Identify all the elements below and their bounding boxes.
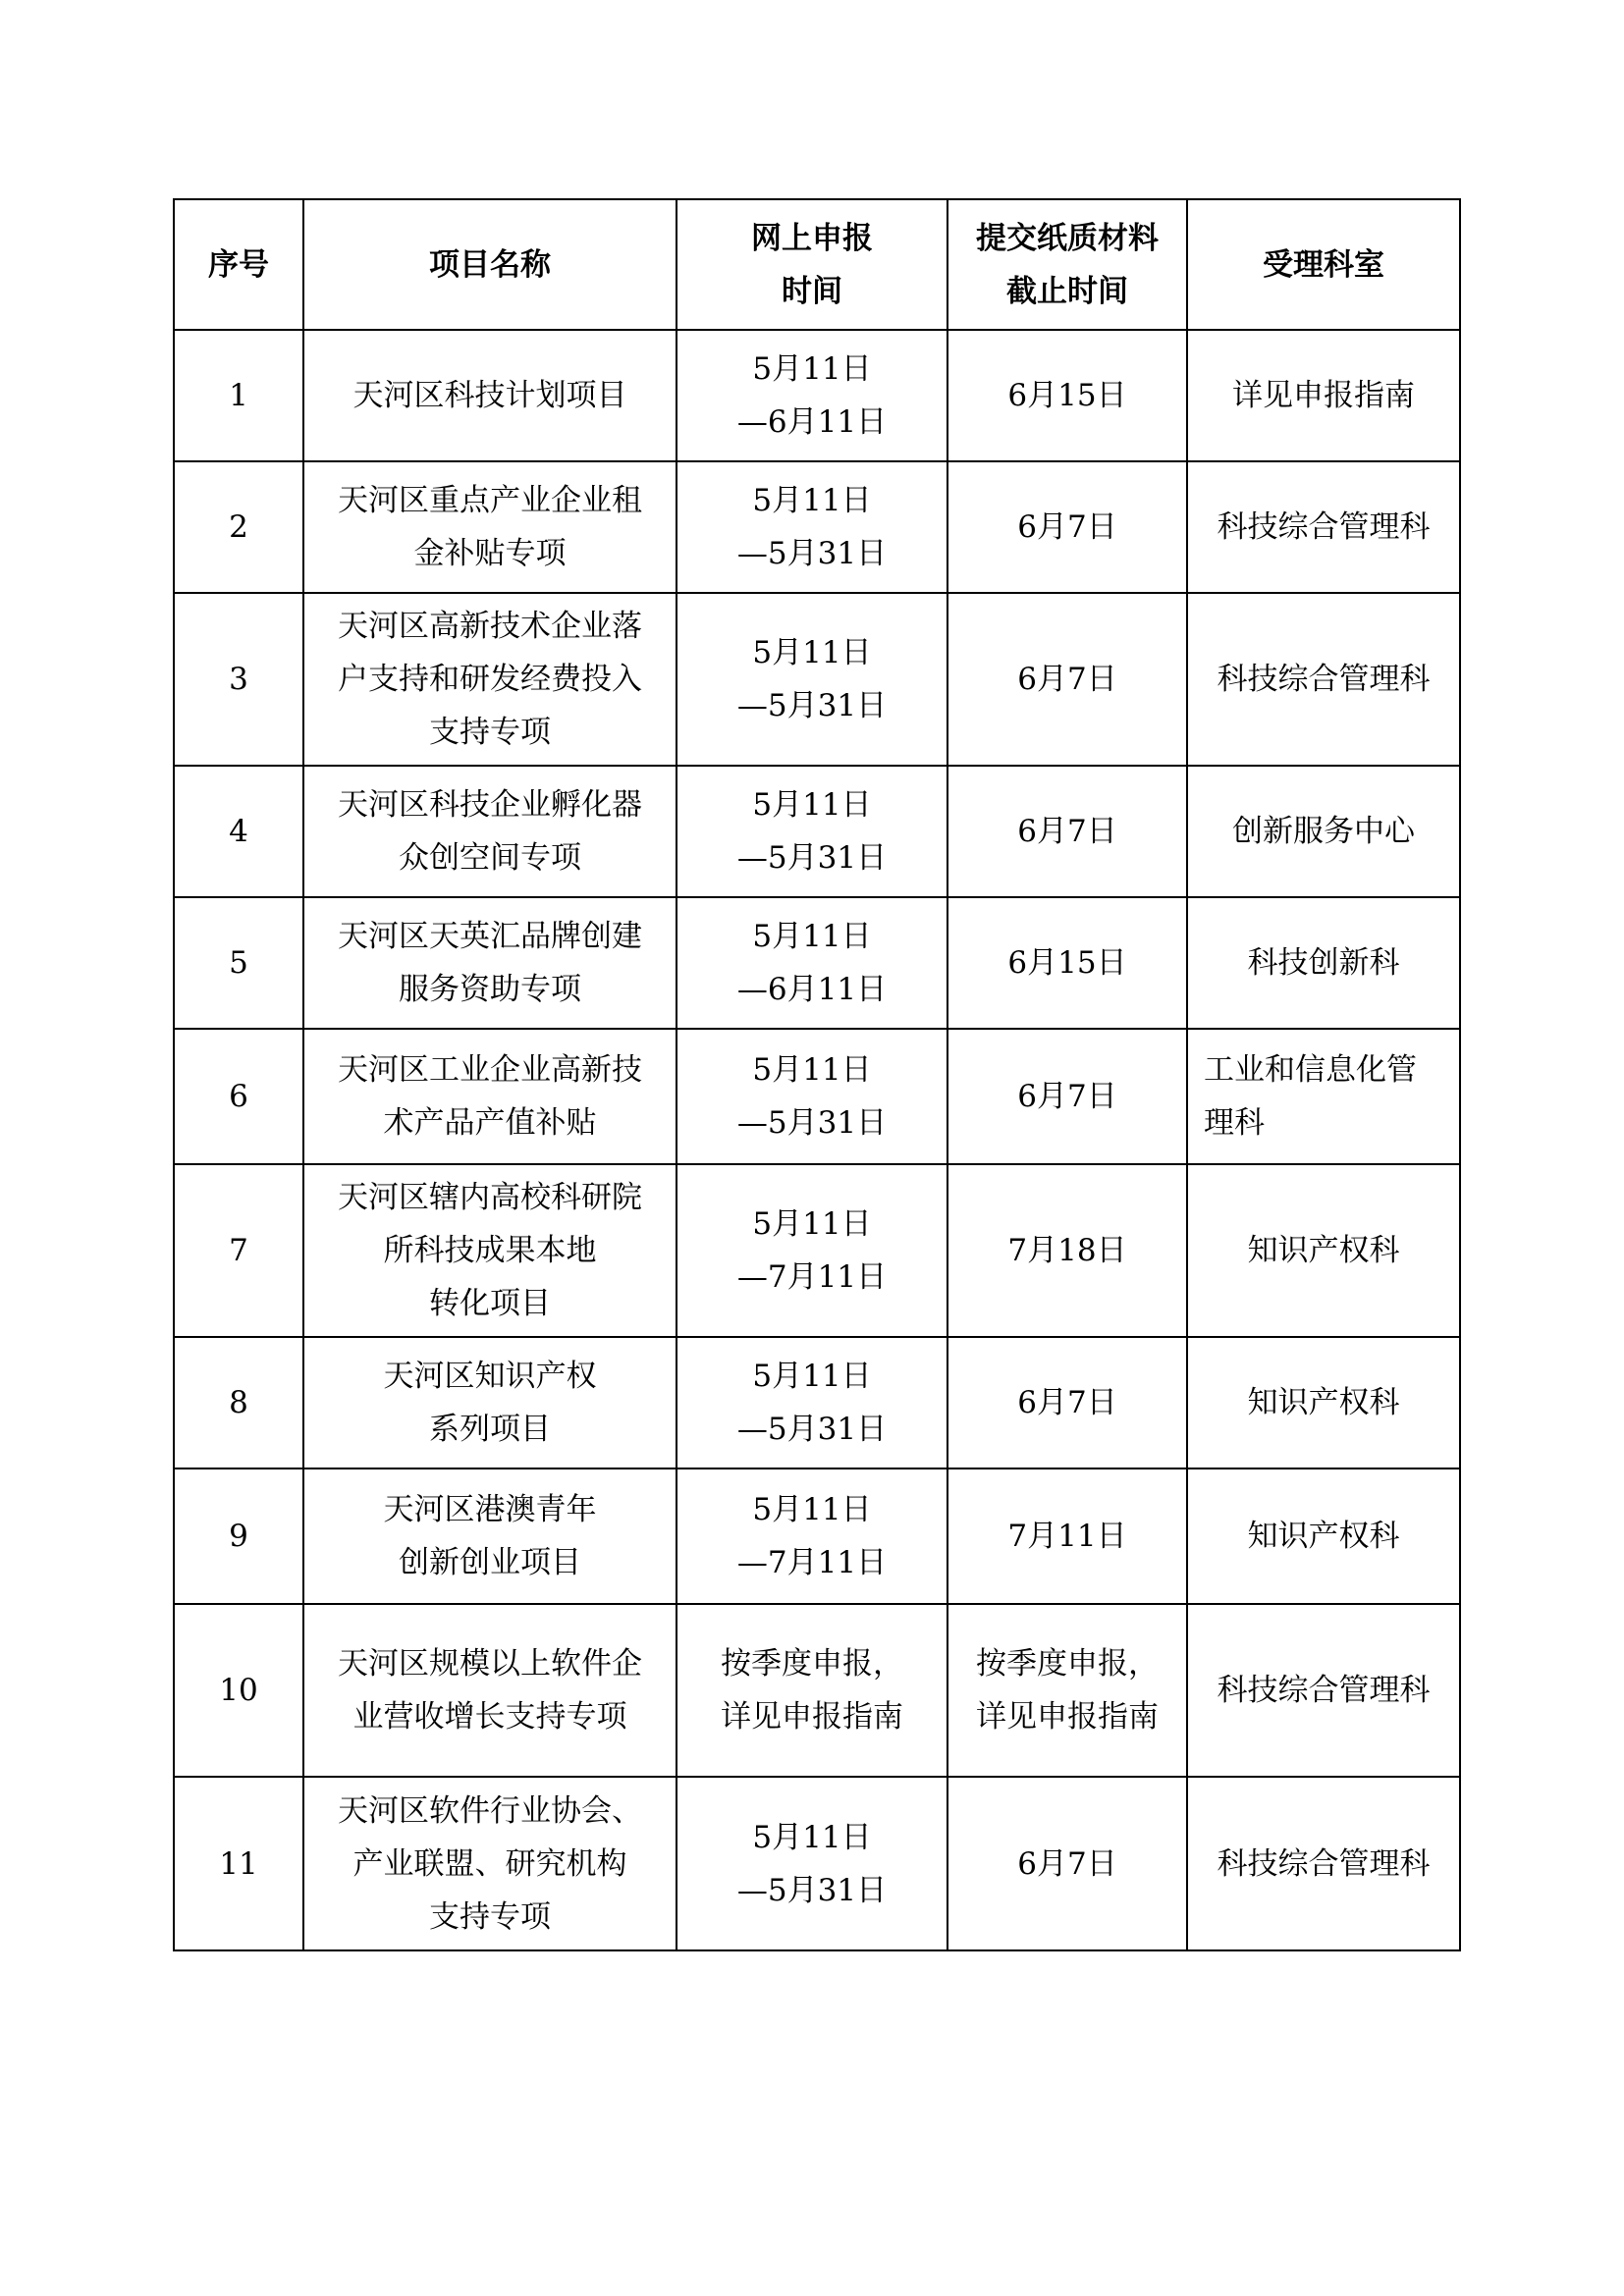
cell-project-name-line: 天河区天英汇品牌创建 — [338, 919, 642, 954]
cell-project-name-line: 天河区软件行业协会、 — [338, 1792, 642, 1829]
header-name: 项目名称 — [303, 199, 677, 330]
cell-project-name — [303, 593, 677, 766]
cell-no-text: 3 — [229, 662, 248, 697]
cell-no-text: 2 — [229, 509, 248, 545]
cell-no — [174, 330, 303, 461]
cell-online-time-line: 5月11日 — [752, 1052, 872, 1088]
cell-paper-deadline — [947, 897, 1187, 1029]
cell-paper-deadline-line: 6月7日 — [1017, 509, 1117, 545]
cell-no-text: 9 — [229, 1519, 248, 1554]
table-row — [174, 330, 1460, 461]
cell-department — [1187, 461, 1460, 593]
cell-project-name-line: 转化项目 — [429, 1286, 551, 1321]
cell-no-text: 4 — [229, 814, 248, 849]
cell-department-line: 科技综合管理科 — [1217, 1845, 1431, 1882]
cell-paper-deadline — [947, 330, 1187, 461]
cell-online-time-line: 5月11日 — [752, 1359, 872, 1394]
table-row — [174, 461, 1460, 593]
cell-department-line: 科技创新科 — [1247, 945, 1400, 981]
cell-online-time — [677, 766, 947, 897]
cell-project-name — [303, 1164, 677, 1337]
cell-department — [1187, 897, 1460, 1029]
cell-no — [174, 1604, 303, 1777]
cell-no-text: 10 — [219, 1673, 258, 1708]
cell-project-name-line: 天河区辖内高校科研院 — [338, 1180, 642, 1215]
cell-project-name-line: 天河区科技计划项目 — [352, 378, 627, 413]
cell-paper-deadline — [947, 766, 1187, 897]
cell-project-name-line: 户支持和研发经费投入 — [338, 662, 642, 697]
cell-department-line: 科技综合管理科 — [1217, 509, 1431, 545]
table-row — [174, 1164, 1460, 1337]
header-paper-deadline: 提交纸质材料 截止时间 — [947, 199, 1187, 330]
cell-paper-deadline-line: 6月15日 — [1007, 378, 1127, 413]
cell-online-time-line: —5月31日 — [736, 1872, 888, 1908]
cell-project-name-line: 所科技成果本地 — [383, 1233, 597, 1268]
cell-online-time-line: 按季度申报， — [721, 1646, 903, 1682]
table-row — [174, 897, 1460, 1029]
cell-online-time — [677, 1604, 947, 1777]
cell-department — [1187, 1777, 1460, 1950]
table-header-row — [174, 199, 1460, 330]
cell-online-time — [677, 461, 947, 593]
cell-department — [1187, 1468, 1460, 1604]
cell-no — [174, 1468, 303, 1604]
cell-no-text: 1 — [229, 378, 248, 413]
cell-department-line: 理科 — [1204, 1105, 1265, 1141]
cell-online-time-line: 5月11日 — [752, 919, 872, 954]
cell-project-name-line: 天河区知识产权 — [383, 1359, 597, 1394]
cell-project-name — [303, 1337, 677, 1468]
cell-no — [174, 897, 303, 1029]
cell-department-line: 知识产权科 — [1247, 1519, 1400, 1554]
table-body — [174, 330, 1460, 1950]
cell-online-time — [677, 1468, 947, 1604]
table-row — [174, 593, 1460, 766]
cell-paper-deadline — [947, 1777, 1187, 1950]
cell-online-time-line: —5月31日 — [736, 1412, 888, 1447]
cell-project-name — [303, 766, 677, 897]
cell-paper-deadline — [947, 1164, 1187, 1337]
cell-paper-deadline — [947, 461, 1187, 593]
cell-project-name-line: 天河区规模以上软件企 — [338, 1646, 642, 1682]
cell-project-name-line: 众创空间专项 — [399, 840, 581, 876]
cell-paper-deadline-line: 6月7日 — [1017, 814, 1117, 849]
cell-online-time — [677, 593, 947, 766]
cell-online-time — [677, 897, 947, 1029]
cell-project-name-line: 天河区科技企业孵化器 — [338, 787, 642, 823]
cell-project-name-line: 系列项目 — [429, 1412, 551, 1447]
cell-online-time-line: 5月11日 — [752, 1819, 872, 1855]
cell-online-time-line: —5月31日 — [736, 1105, 888, 1141]
cell-paper-deadline-line: 6月7日 — [1017, 1385, 1117, 1420]
cell-no-text: 6 — [229, 1079, 248, 1114]
cell-department-line: 工业和信息化管 — [1204, 1052, 1417, 1088]
cell-paper-deadline-line: 6月15日 — [1007, 945, 1127, 981]
cell-online-time-line: 5月11日 — [752, 351, 872, 387]
table-row — [174, 1337, 1460, 1468]
cell-project-name — [303, 1604, 677, 1777]
cell-online-time-line: —5月31日 — [736, 840, 888, 876]
table-row — [174, 1604, 1460, 1777]
cell-paper-deadline — [947, 1468, 1187, 1604]
cell-online-time — [677, 1337, 947, 1468]
cell-online-time-line: 5月11日 — [752, 635, 872, 670]
cell-project-name — [303, 1777, 677, 1950]
cell-project-name-line: 支持专项 — [429, 1898, 551, 1935]
table-row — [174, 1468, 1460, 1604]
cell-no — [174, 1164, 303, 1337]
cell-no — [174, 593, 303, 766]
cell-paper-deadline-line: 详见申报指南 — [976, 1699, 1159, 1735]
cell-project-name-line: 业营收增长支持专项 — [352, 1699, 627, 1735]
cell-paper-deadline-line: 7月18日 — [1007, 1233, 1127, 1268]
table-row — [174, 1777, 1460, 1950]
cell-department — [1187, 330, 1460, 461]
cell-paper-deadline-line: 6月7日 — [1017, 1079, 1117, 1114]
cell-department — [1187, 766, 1460, 897]
cell-online-time-line: —6月11日 — [736, 404, 888, 440]
cell-project-name-line: 创新创业项目 — [399, 1545, 581, 1580]
cell-online-time-line: 5月11日 — [752, 787, 872, 823]
header-no: 序号 — [174, 199, 303, 330]
cell-online-time-line: —6月11日 — [736, 972, 888, 1007]
cell-project-name-line: 天河区高新技术企业落 — [338, 609, 642, 644]
header-online-time: 网上申报 时间 — [677, 199, 947, 330]
cell-online-time-line: —5月31日 — [736, 688, 888, 723]
cell-online-time — [677, 330, 947, 461]
cell-online-time-line: 详见申报指南 — [721, 1699, 903, 1735]
cell-department — [1187, 1604, 1460, 1777]
cell-online-time — [677, 1164, 947, 1337]
cell-project-name-line: 天河区港澳青年 — [383, 1492, 597, 1527]
cell-no — [174, 766, 303, 897]
cell-department-line: 知识产权科 — [1247, 1233, 1400, 1268]
cell-department — [1187, 1029, 1460, 1164]
cell-project-name — [303, 461, 677, 593]
table-row — [174, 766, 1460, 897]
header-department: 受理科室 — [1187, 199, 1460, 330]
cell-department-line: 科技综合管理科 — [1217, 1673, 1431, 1708]
cell-project-name — [303, 1468, 677, 1604]
cell-no — [174, 461, 303, 593]
cell-online-time-line: —7月11日 — [736, 1545, 888, 1580]
cell-department-line: 创新服务中心 — [1232, 814, 1415, 849]
cell-department-line: 知识产权科 — [1247, 1385, 1400, 1420]
cell-department — [1187, 593, 1460, 766]
cell-no-text: 8 — [229, 1385, 248, 1420]
cell-paper-deadline — [947, 593, 1187, 766]
cell-online-time-line: —5月31日 — [736, 536, 888, 571]
cell-paper-deadline-line: 6月7日 — [1017, 662, 1117, 697]
cell-paper-deadline-line: 7月11日 — [1007, 1519, 1127, 1554]
cell-department-line: 科技综合管理科 — [1217, 662, 1431, 697]
cell-project-name-line: 产业联盟、研究机构 — [352, 1845, 627, 1882]
cell-project-name-line: 金补贴专项 — [413, 536, 567, 571]
cell-no-text: 5 — [229, 945, 248, 981]
cell-project-name — [303, 897, 677, 1029]
application-schedule-table — [173, 198, 1461, 1951]
cell-project-name-line: 天河区重点产业企业租 — [338, 483, 642, 518]
cell-project-name-line: 天河区工业企业高新技 — [338, 1052, 642, 1088]
cell-no-text: 7 — [229, 1233, 248, 1268]
table-row — [174, 1029, 1460, 1164]
cell-project-name-line: 术产品产值补贴 — [383, 1105, 597, 1141]
cell-paper-deadline — [947, 1029, 1187, 1164]
cell-online-time — [677, 1777, 947, 1950]
cell-department-line: 详见申报指南 — [1232, 378, 1415, 413]
cell-online-time-line: 5月11日 — [752, 1492, 872, 1527]
cell-online-time-line: 5月11日 — [752, 483, 872, 518]
cell-department — [1187, 1164, 1460, 1337]
cell-project-name — [303, 330, 677, 461]
cell-no — [174, 1337, 303, 1468]
cell-paper-deadline — [947, 1604, 1187, 1777]
cell-paper-deadline-line: 按季度申报， — [976, 1646, 1159, 1682]
cell-online-time-line: 5月11日 — [752, 1206, 872, 1242]
cell-project-name-line: 服务资助专项 — [399, 972, 581, 1007]
cell-online-time-line: —7月11日 — [736, 1259, 888, 1295]
cell-paper-deadline — [947, 1337, 1187, 1468]
cell-online-time — [677, 1029, 947, 1164]
cell-paper-deadline-line: 6月7日 — [1017, 1845, 1117, 1882]
cell-project-name — [303, 1029, 677, 1164]
cell-project-name-line: 支持专项 — [429, 715, 551, 750]
cell-department — [1187, 1337, 1460, 1468]
cell-no — [174, 1029, 303, 1164]
cell-no — [174, 1777, 303, 1950]
cell-no-text: 11 — [219, 1845, 258, 1882]
